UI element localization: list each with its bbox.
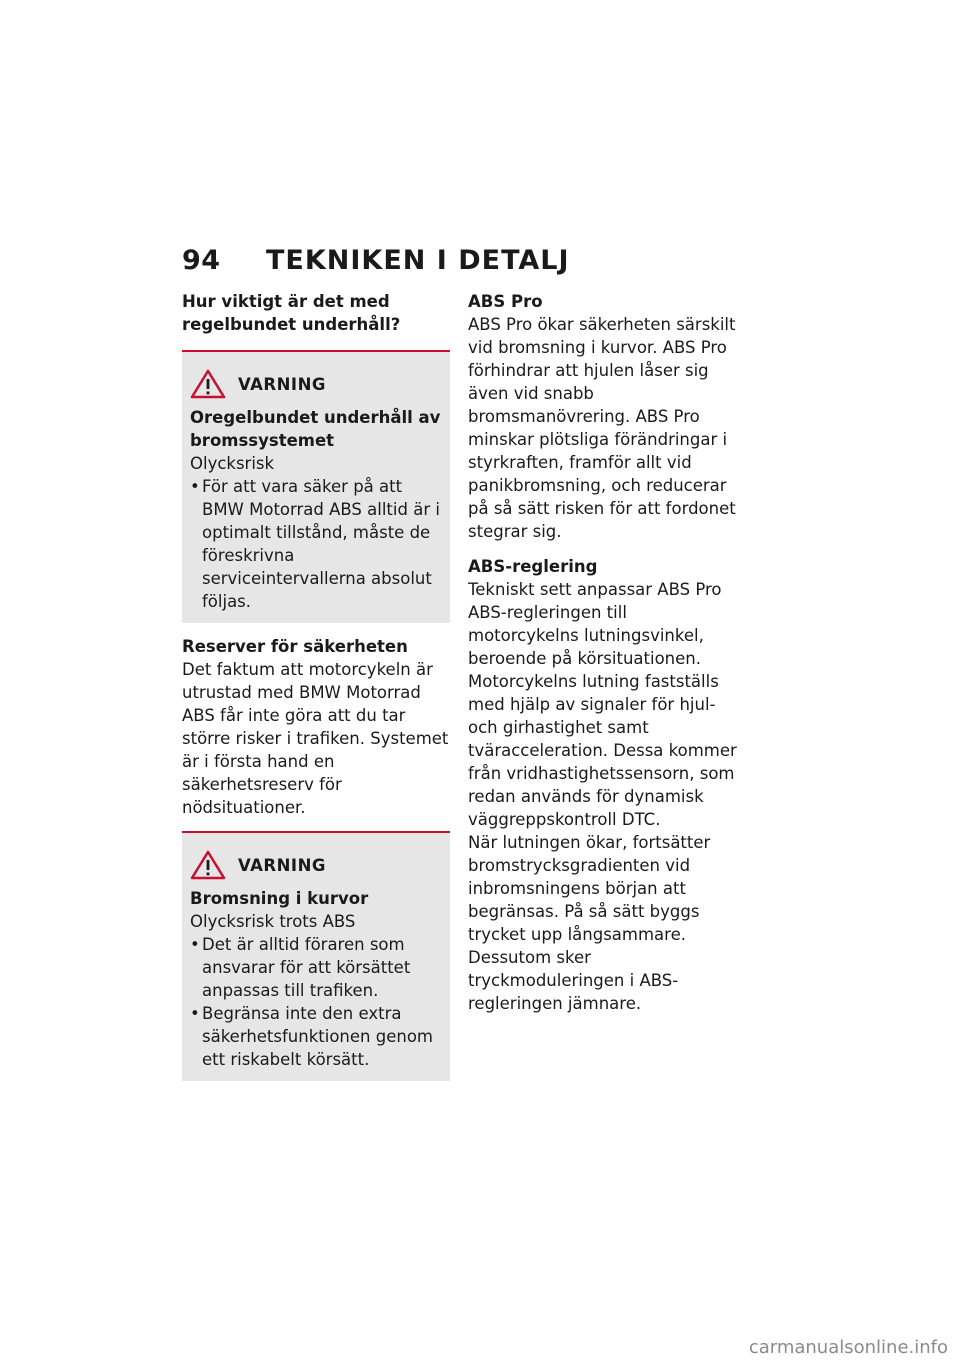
warning-header bbox=[190, 847, 442, 883]
right-column bbox=[468, 290, 740, 1015]
section-title: TEKNIKEN I DETALJ bbox=[266, 245, 570, 276]
warning-risk: Olycksrisk bbox=[190, 454, 275, 473]
warning-header bbox=[190, 366, 442, 402]
abs-regulation-text-1: Tekniskt sett anpassar ABS Pro ABS-regleringen till motorcykelns lutningsvinkel, beroende på körsituationen. Motorcykelns lutning fastställs med hjälp av signaler för hjul- och girhastighet samt tväracceleration. Dessa kommer från vridhastighetssensorn, som redan används för dynamisk väggreppskontroll DTC. bbox=[468, 580, 737, 829]
warning-triangle-icon bbox=[190, 850, 226, 880]
intro-heading: Hur viktigt är det med regelbundet underhåll? bbox=[182, 292, 401, 334]
warning-label: VARNING bbox=[238, 374, 326, 394]
warning-bullets bbox=[190, 933, 442, 1071]
page-number: 94 bbox=[182, 245, 221, 276]
warning-box-curves bbox=[182, 831, 450, 1081]
page-header bbox=[182, 244, 742, 280]
warning-title: Bromsning i kurvor bbox=[190, 889, 369, 908]
list-item: • För att vara säker på att BMW Motorrad ABS alltid är i optimalt tillstånd, måste de föreskrivna serviceintervallerna absolut följas. bbox=[190, 475, 442, 613]
warning-box-maintenance bbox=[182, 350, 450, 623]
abs-regulation-heading: ABS-reglering bbox=[468, 557, 598, 576]
abs-pro-text: ABS Pro ökar säkerheten särskilt vid bromsning i kurvor. ABS Pro förhindrar att hjulen låser sig även vid snabb bromsmanövrering. ABS Pro minskar plötsliga förändringar i styrkraften, framför allt vid panikbromsning, och reducerar på så sätt risken för att fordonet stegrar sig. bbox=[468, 315, 736, 541]
abs-pro-heading: ABS Pro bbox=[468, 292, 543, 311]
warning-bullets bbox=[190, 475, 442, 613]
warning-risk: Olycksrisk trots ABS bbox=[190, 912, 356, 931]
watermark: carmanualsonline.info bbox=[748, 1337, 948, 1358]
list-item: • Det är alltid föraren som ansvarar för att körsättet anpassas till trafiken. bbox=[190, 933, 442, 1002]
warning-triangle-icon bbox=[190, 369, 226, 399]
warning-label: VARNING bbox=[238, 855, 326, 875]
left-column bbox=[182, 290, 450, 1081]
warning-title: Oregelbundet underhåll av bromssystemet bbox=[190, 408, 441, 450]
abs-regulation-text-2: När lutningen ökar, fortsätter bromstrycksgradienten vid inbromsningens början att begränsas. På så sätt byggs trycket upp långsammare. Dessutom sker tryckmoduleringen i ABS-regleringen jämnare. bbox=[468, 833, 711, 1013]
reserve-heading: Reserver för säkerheten bbox=[182, 637, 408, 656]
reserve-text: Det faktum att motorcykeln är utrustad med BMW Motorrad ABS får inte göra att du tar större risker i trafiken. Systemet är i första hand en säkerhetsreserv för nödsituationer. bbox=[182, 660, 449, 817]
list-item: • Begränsa inte den extra säkerhetsfunktionen genom ett riskabelt körsätt. bbox=[190, 1002, 442, 1071]
